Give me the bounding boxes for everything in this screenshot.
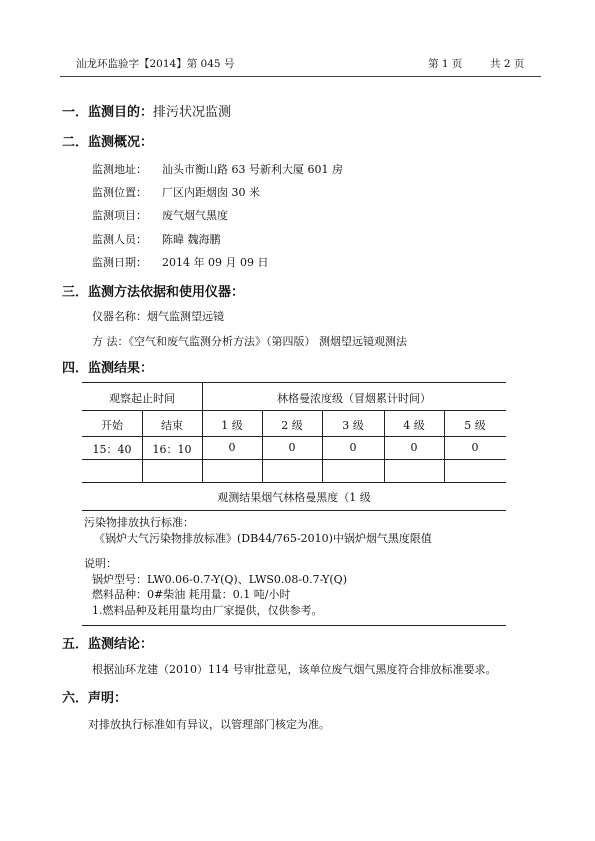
remark: 1.燃料品种及耗用量均由厂家提供，仅供参考。 xyxy=(92,604,323,617)
level-4-header: 4 级 xyxy=(403,419,425,432)
overview-label: 监测人员： xyxy=(92,233,147,246)
level-1-value: 0 xyxy=(228,441,236,454)
boiler-model: 锅炉型号：LW0.06-0.7-Y(Q)、LWS0.08-0.7-Y(Q) xyxy=(92,573,347,586)
level-3-header: 3 级 xyxy=(342,419,364,432)
overview-label: 监测日期： xyxy=(92,256,147,269)
section-method-title: 三．监测方法依据和使用仪器： xyxy=(62,285,245,300)
level-4-value: 0 xyxy=(410,441,418,454)
table-rule xyxy=(82,436,506,437)
notes-label: 说明： xyxy=(84,557,117,570)
level-3-value: 0 xyxy=(349,441,357,454)
statement-text: 对排放执行标准如有异议，以管理部门核定为准。 xyxy=(88,718,330,731)
start-header: 开始 xyxy=(101,419,123,432)
overview-label: 监测地址： xyxy=(92,163,147,176)
section-overview-title: 二．监测概况： xyxy=(62,135,154,150)
end-header: 结束 xyxy=(161,419,183,432)
overview-value: 废气烟气黑度 xyxy=(162,209,228,222)
table-rule xyxy=(82,382,506,383)
overview-label: 监测项目： xyxy=(92,209,147,222)
table-rule xyxy=(82,459,506,460)
conclusion-text: 根据汕环龙建（2010）114 号审批意见，该单位废气烟气黑度符合排放标准要求。 xyxy=(92,663,497,676)
end-time: 16：10 xyxy=(152,443,192,456)
overview-value: 厂区内距烟囱 30 米 xyxy=(162,186,260,199)
table-rule xyxy=(82,625,506,626)
level-5-header: 5 级 xyxy=(464,419,486,432)
start-time: 15：40 xyxy=(92,443,132,456)
page-current: 第 1 页 xyxy=(428,58,463,70)
document-number: 汕龙环监验字【2014】第 045 号 xyxy=(76,58,235,70)
section-statement-title: 六．声明： xyxy=(62,691,128,706)
level-1-header: 1 级 xyxy=(221,419,243,432)
section-purpose xyxy=(62,101,231,120)
standard-label: 污染物排放执行标准： xyxy=(84,516,194,529)
table-rule xyxy=(82,510,506,511)
section-purpose-text: 排污状况监测 xyxy=(153,105,232,120)
overview-label: 监测位置： xyxy=(92,186,147,199)
standard-text: 《锅炉大气污染物排放标准》(DB44/765-2010)中锅炉烟气黑度限值 xyxy=(94,532,432,545)
level-5-value: 0 xyxy=(471,441,479,454)
level-2-value: 0 xyxy=(288,441,296,454)
instrument-name: 仪器名称：烟气监测望远镜 xyxy=(92,310,224,323)
table-rule xyxy=(82,482,506,483)
header-rule xyxy=(60,76,541,77)
overview-value: 汕头市衡山路 63 号新利大厦 601 房 xyxy=(162,163,343,176)
method-text: 方 法：《空气和废气监测分析方法》（第四版） 测烟望远镜观测法 xyxy=(92,335,407,348)
section-purpose-title: 一．监测目的： xyxy=(62,105,154,120)
overview-value: 2014 年 09 月 09 日 xyxy=(162,256,269,269)
section-results-title: 四．监测结果： xyxy=(62,361,154,376)
level-header: 林格曼浓度级（冒烟累计时间） xyxy=(277,392,431,405)
overview-value: 陈暐 魏海鹏 xyxy=(162,233,221,246)
table-rule xyxy=(82,410,506,411)
level-2-header: 2 级 xyxy=(281,419,303,432)
page-total: 共 2 页 xyxy=(490,58,525,70)
fuel-info: 燃料品种：0#柴油 耗用量：0.1 吨/小时 xyxy=(92,588,291,601)
time-header: 观察起止时间 xyxy=(109,392,175,405)
result-text: 观测结果烟气林格曼黑度（1 级 xyxy=(217,491,371,504)
section-conclusion-title: 五．监测结论： xyxy=(62,637,154,652)
